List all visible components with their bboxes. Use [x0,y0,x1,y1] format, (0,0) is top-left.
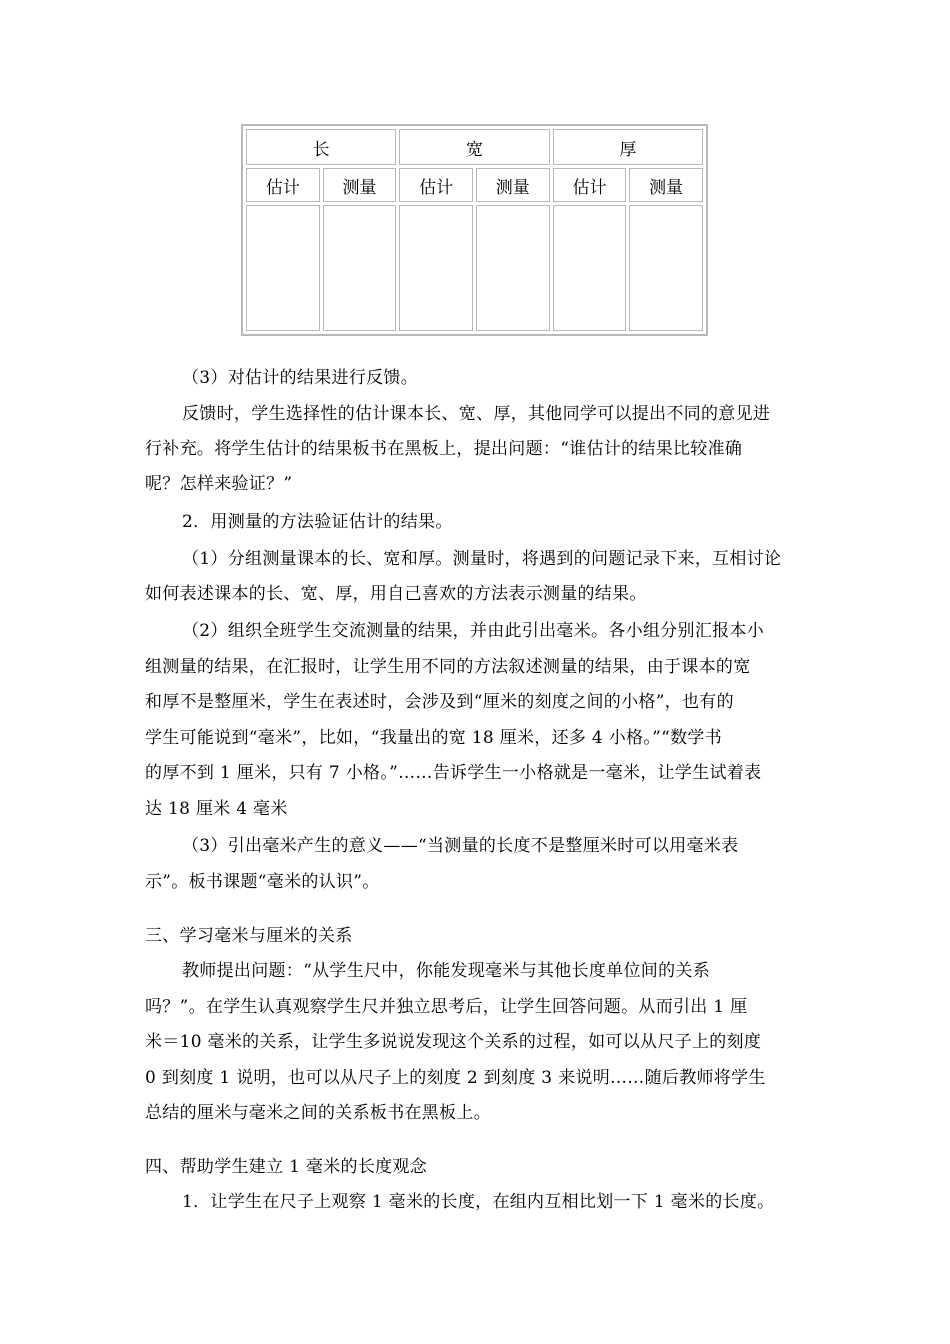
text-line: 总结的厘米与毫米之间的关系板书在黑板上。 [145,1103,491,1123]
table-row [246,205,703,331]
text-line: 如何表述课本的长、宽、厚，用自己喜欢的方法表示测量的结果。 [145,584,647,604]
text-line: 0 到刻度 1 说明，也可以从尺子上的刻度 2 到刻度 3 来说明……随后教师将学生 [145,1068,766,1088]
text-line: （3）引出毫米产生的意义——“当测量的长度不是整厘米时可以用毫米表 [182,836,739,856]
table-cell [476,205,550,331]
table-cell [246,205,320,331]
subheader-cell: 测量 [323,168,397,202]
text-line: 1．让学生在尺子上观察 1 毫米的长度，在组内互相比划一下 1 毫米的长度。 [182,1192,775,1212]
subheader-cell: 测量 [629,168,703,202]
table-cell [553,205,627,331]
table-cell [629,205,703,331]
table-header-row [246,129,703,165]
subheader-cell: 估计 [553,168,627,202]
table-cell [399,205,473,331]
text-line: 呢？怎样来验证？” [145,474,293,494]
text-line: 米＝10 毫米的关系，让学生多说说发现这个关系的过程，如可以从尺子上的刻度 [145,1032,762,1052]
text-line: 吗？”。在学生认真观察学生尺并独立思考后，让学生回答问题。从而引出 1 厘 [145,997,748,1017]
text-line: 教师提出问题：“从学生尺中，你能发现毫米与其他长度单位间的关系 [182,961,710,981]
subheader-cell: 估计 [246,168,320,202]
header-width: 宽 [399,129,549,165]
text-line: 组测量的结果，在汇报时，让学生用不同的方法叙述测量的结果，由于课本的宽 [145,657,751,677]
subheader-cell: 估计 [399,168,473,202]
header-thickness: 厚 [553,129,703,165]
text-line: （3）对估计的结果进行反馈。 [182,368,419,388]
text-line: （1）分组测量课本的长、宽和厚。测量时，将遇到的问题记录下来，互相讨论 [182,549,782,569]
section-heading: 四、帮助学生建立 1 毫米的长度观念 [145,1157,428,1177]
table-subheader-row [246,168,703,202]
text-line: 行补充。将学生估计的结果板书在黑板上，提出问题：“谁估计的结果比较准确 [145,439,743,459]
text-line: （2）组织全班学生交流测量的结果，并由此引出毫米。各小组分别汇报本小 [182,621,765,641]
text-line: 反馈时，学生选择性的估计课本长、宽、厚，其他同学可以提出不同的意见进 [182,404,771,424]
text-line: 学生可能说到“毫米”，比如，“我量出的宽 18 厘米，还多 4 小格。”“数学书 [145,728,723,748]
text-line: 的厚不到 1 厘米，只有 7 小格。”……告诉学生一小格就是一毫米，让学生试着表 [145,763,762,783]
subheader-cell: 测量 [476,168,550,202]
text-line: 达 18 厘米 4 毫米 [145,799,288,819]
header-length: 长 [246,129,396,165]
estimate-measure-table [241,124,708,336]
table-cell [323,205,397,331]
text-line: 2．用测量的方法验证估计的结果。 [182,512,453,532]
text-line: 示”。板书课题“毫米的认识”。 [145,872,380,892]
text-line: 和厚不是整厘米，学生在表述时，会涉及到“厘米的刻度之间的小格”，也有的 [145,692,734,712]
section-heading: 三、学习毫米与厘米的关系 [145,926,353,946]
